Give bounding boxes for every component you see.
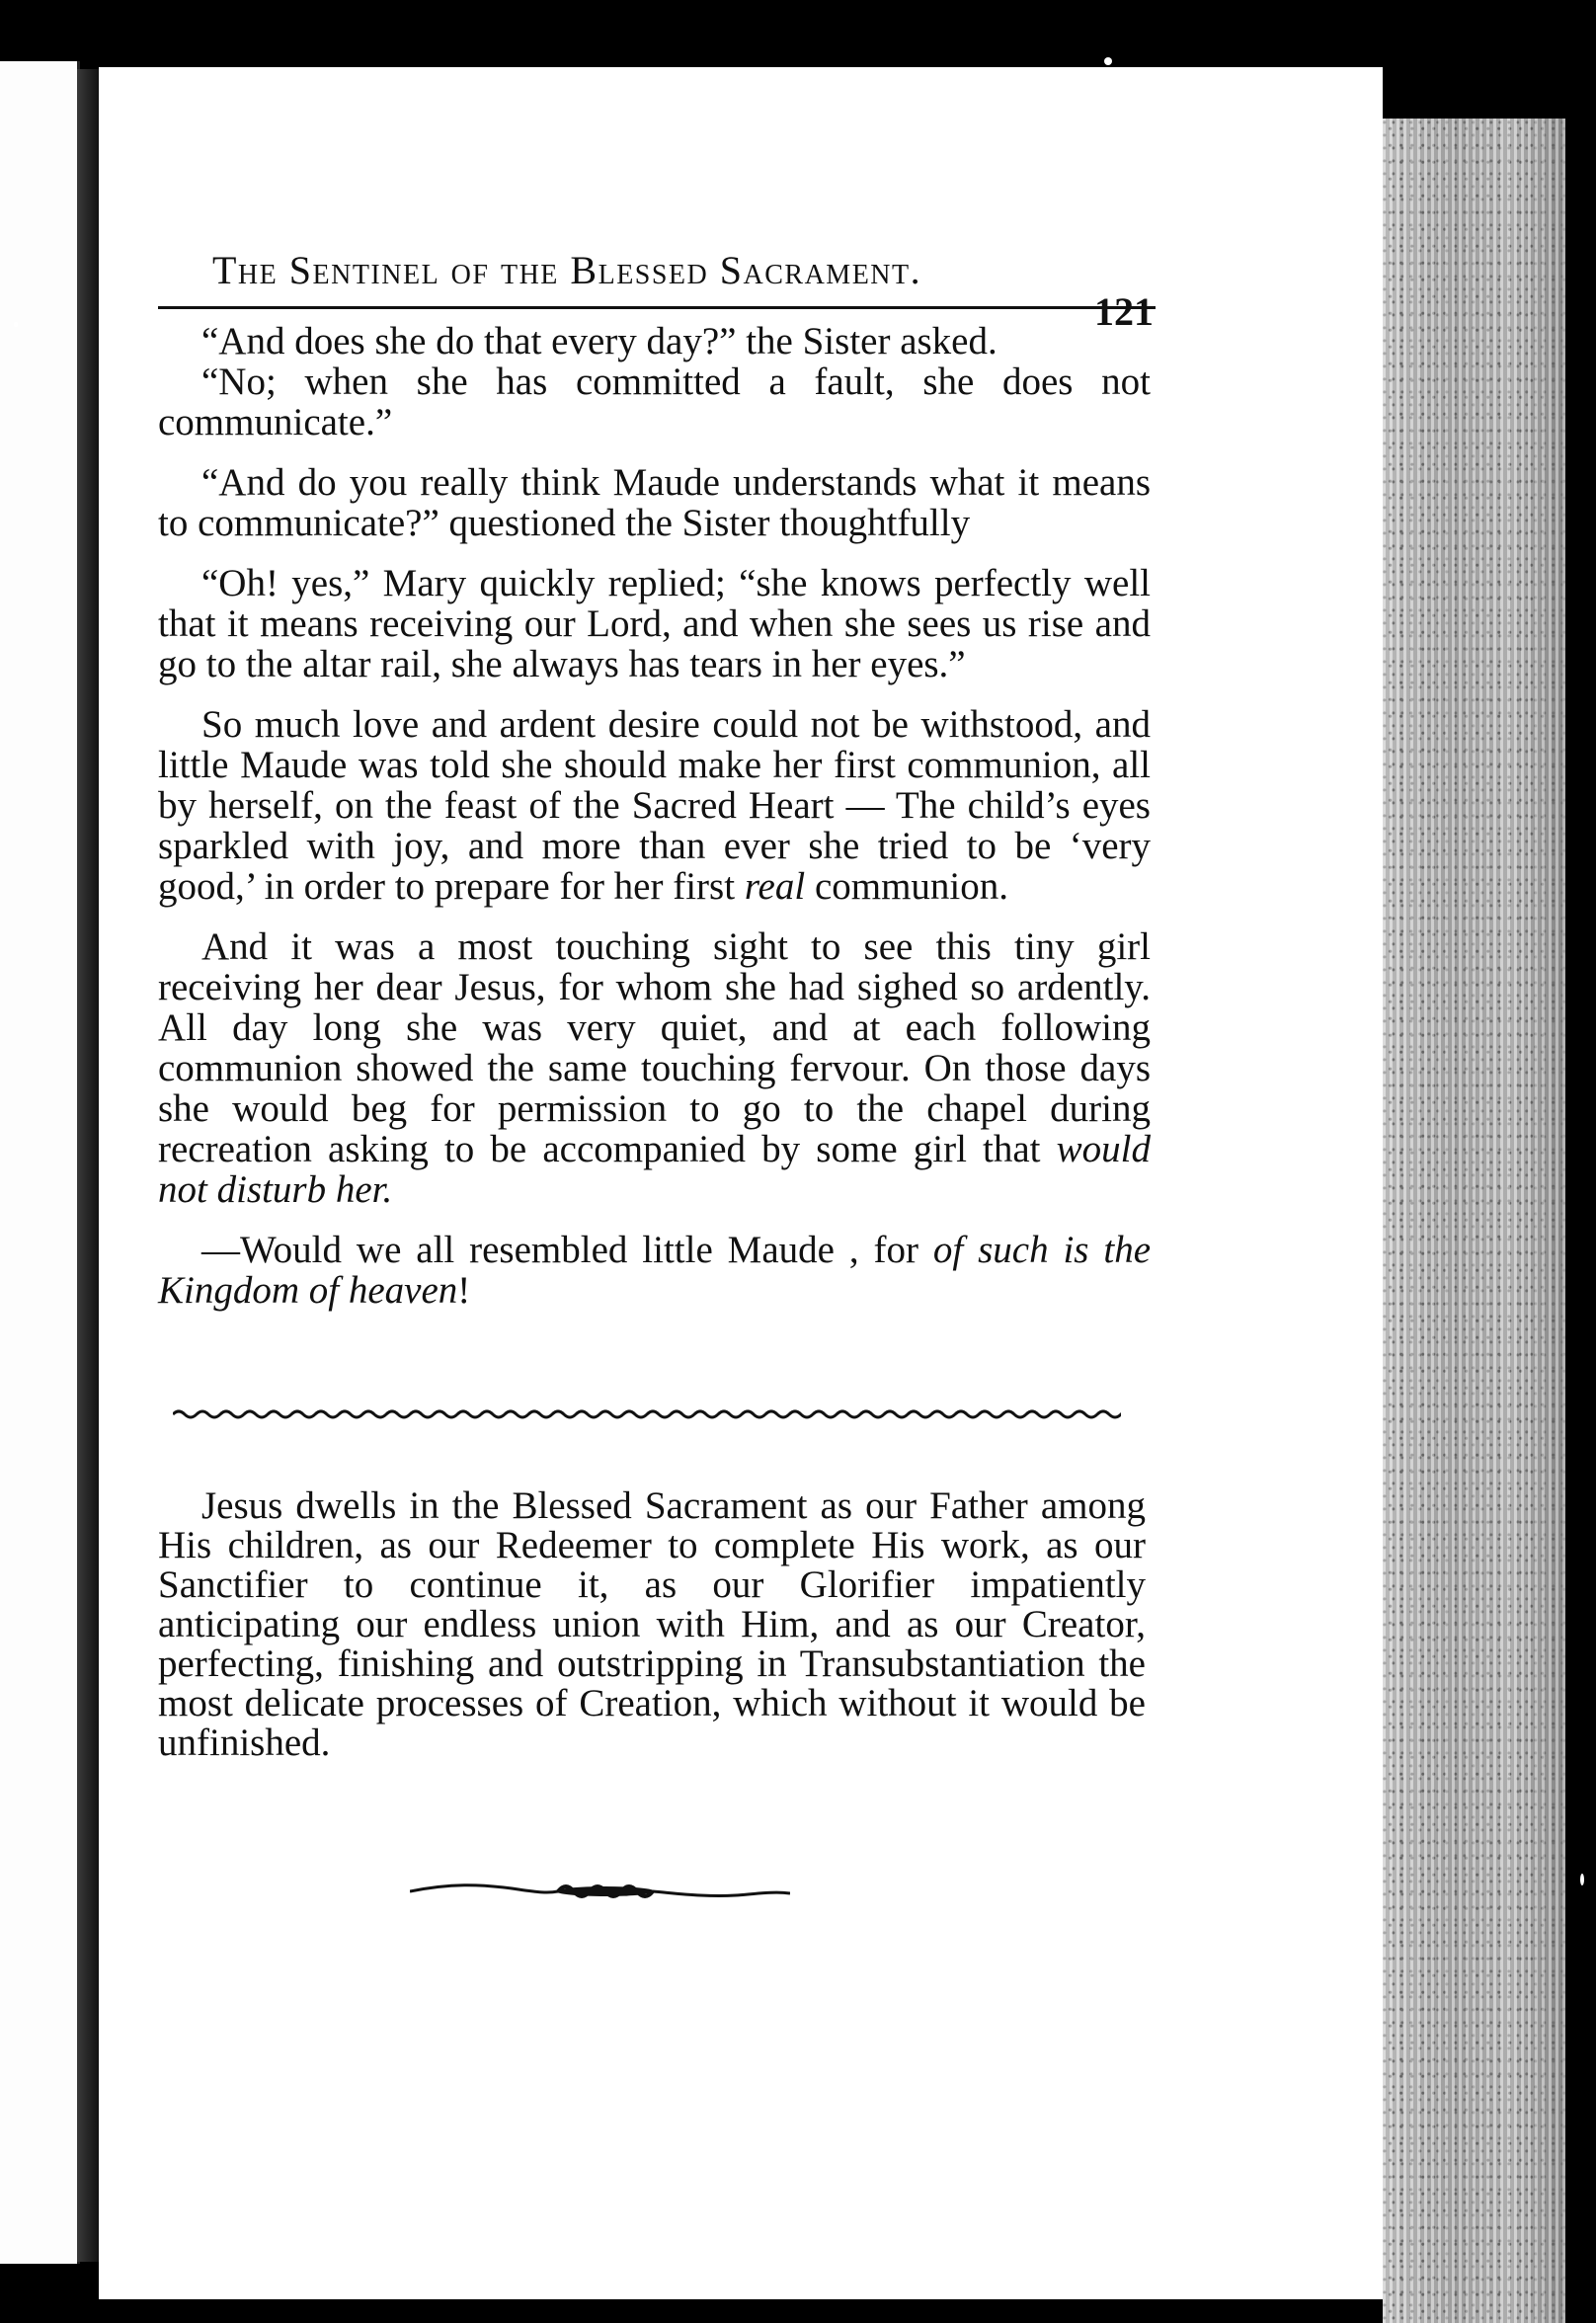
paragraph xyxy=(158,704,1151,907)
dust-speck xyxy=(1104,57,1112,65)
paragraph: “And do you really think Maude understands what it means to communicate?” questioned the Sister thoughtfully xyxy=(158,461,1151,544)
book-gutter xyxy=(77,69,99,2262)
paragraph-text-end: communion. xyxy=(805,865,1009,908)
running-head xyxy=(212,247,1160,293)
closing-reflection xyxy=(158,1486,1146,1763)
paragraph xyxy=(158,926,1151,1210)
paragraph-text: So much love and ardent desire could not be withstood, and little Maude was told she should make her first communion, all by herself, on the feast of the Sacred Heart — The child’s eyes sparkled with joy, and more than ever she tried to be ‘very good,’ in order to prepare for her first xyxy=(158,703,1151,908)
tailpiece-ornament xyxy=(410,1872,790,1911)
page-block-edges xyxy=(1383,119,1565,2323)
paragraph: “No; when she has committed a fault, she does not communicate.” xyxy=(158,360,1151,443)
running-head-title: The Sentinel of the Blessed Sacrament. xyxy=(212,248,922,292)
italic-phrase: of such is the Kingdom of heaven xyxy=(158,1229,1151,1312)
italic-phrase: would not disturb her. xyxy=(158,1128,1151,1211)
page-number: 121 xyxy=(1094,289,1154,334)
italic-word: real xyxy=(744,865,806,908)
left-page-edge xyxy=(0,61,80,2264)
dust-speck xyxy=(14,322,18,327)
paragraph xyxy=(158,1230,1151,1311)
paragraph: “Oh! yes,” Mary quickly replied; “she knows perfectly well that it means receiving our Lord, and when she sees us rise and go to the altar rail, she always has tears in her eyes.” xyxy=(158,562,1151,685)
paragraph-text: —Would we all resembled little Maude , for xyxy=(201,1229,918,1271)
paragraph: “And does she do that every day?” the Sister asked. xyxy=(201,320,998,362)
exclamation: ! xyxy=(457,1269,471,1312)
paragraph: Jesus dwells in the Blessed Sacrament as our Father among His children, as our Redeemer to complete His work, as our Sanctifier to continue it, as our Glorifier impatiently anticipating our endless union with Him, and as our Creator, perfecting, finishing and outstripping in Transubstantiation the most delicate processes of Creation, which without it would be unfinished. xyxy=(158,1484,1146,1764)
header-rule xyxy=(158,306,1156,309)
wavy-divider xyxy=(173,1401,1121,1430)
paragraph-text: And it was a most touching sight to see this tiny girl receiving her dear Jesus, for whom she had sighed so ardently. All day long she was very quiet, and at each following communion showed the same touching fervour. On those days she would beg for permission to go to the chapel during recreation asking to be accompanied by some girl that xyxy=(158,925,1151,1170)
dust-speck xyxy=(1580,1874,1584,1885)
story-text xyxy=(158,321,1151,1311)
